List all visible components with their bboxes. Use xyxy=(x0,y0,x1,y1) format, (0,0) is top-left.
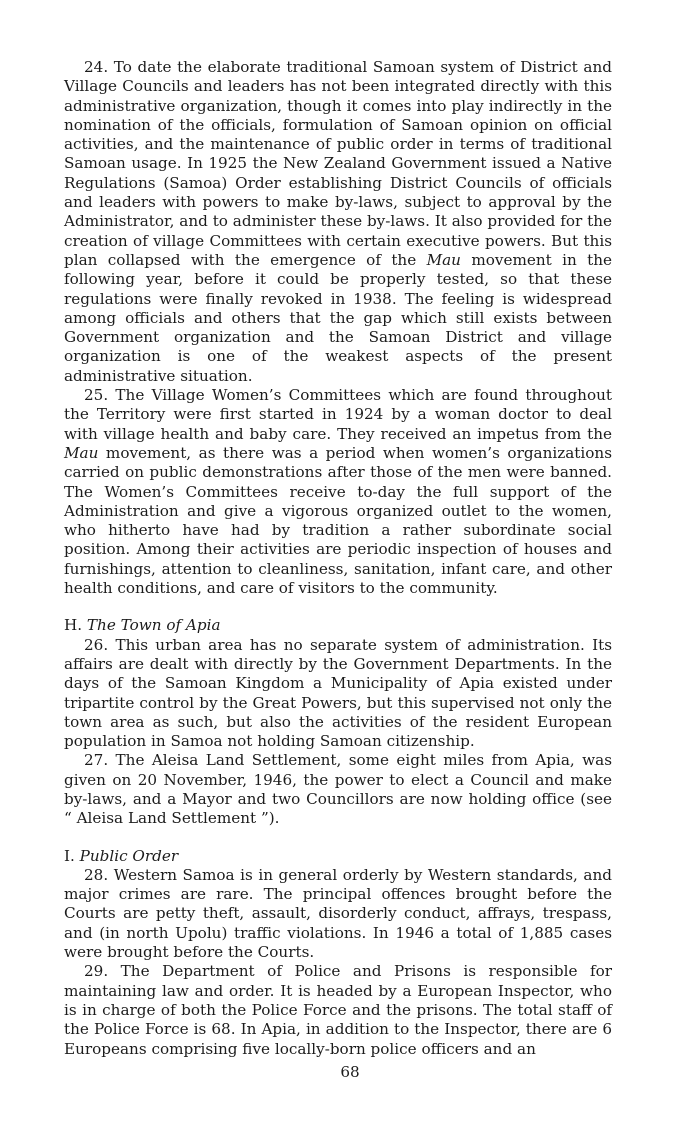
paragraph-25: 25. The Village Women’s Committees which are found throughout the Territory were first started in 1924 by a woman doctor to deal with village health and baby care. They received an impetus from the Mau movement, as there was a period when women’s organizations carried on public demonstrations after those of the men were banned. The Women’s Committees receive to-day the full support of the Administration and give a vigorous organized outlet to the women, who hitherto have had by tradition a rather subordinate social position. Among their activities are periodic inspection of houses and furnishings, attention to cleanliness, sanitation, infant care, and other health conditions, and care of visitors to the community. xyxy=(64,386,612,598)
italic-term-mau: Mau xyxy=(64,443,99,462)
section-title: The Town of Apia xyxy=(86,616,221,635)
paragraph-29: 29. The Department of Police and Prisons is responsible for maintaining law and order. It is headed by a European Inspector, who is in charge of both the Police Force and the prisons. The total staff of the Police Force is 68. In Apia, in addition to the Inspector, there are 6 Europeans comprising five locally-born police officers and an xyxy=(64,962,612,1058)
page-number: 68 xyxy=(340,1063,360,1081)
section-heading-i xyxy=(64,847,612,866)
paragraph-26: 26. This urban area has no separate system of administration. Its affairs are dealt with directly by the Government Departments. In the days of the Samoan Kingdom a Municipality of Apia existed under tripartite control by the Great Powers, but this supervised not only the town area as such, but also the activities of the resident European population in Samoa not holding Samoan citizenship. xyxy=(64,635,612,751)
paragraph-28: 28. Western Samoa is in general orderly by Western standards, and major crimes are rare. The principal offences brought before the Courts are petty theft, assault, disorderly conduct, affrays, trespass, and (in north Upolu) traffic violations. In 1946 a total of 1,885 cases were brought before the Courts. xyxy=(64,865,612,962)
section-title: Public Order xyxy=(79,846,179,865)
section-gap xyxy=(64,829,612,847)
section-letter: I. xyxy=(64,846,75,865)
section-letter: H. xyxy=(64,616,83,635)
paragraph-24: 24. To date the elaborate traditional Samoan system of District and Village Councils and leaders has not been integrated directly with this administrative organization, though it comes into play indirectly in the nomination of the officials, formulation of Samoan opinion on official activities, and the maintenance of public order in terms of traditional Samoan usage. In 1925 the New Zealand Government issued a Native Regulations (Samoa) Order establishing District Councils of officials and leaders with powers to make by-laws, subject to approval by the Administrator, and to administer these by-laws. It also provided for the creation of village Committees with certain executive powers. But this plan collapsed with the emergence of the Mau movement in the following year, before it could be properly tested, so that these regulations were finally revoked in 1938. The feeling is widespread among officials and others that the gap which still exists between Government organization and the Samoan District and village organization is one of the weakest aspects of the present administrative situation. xyxy=(64,58,612,385)
paragraph-27: 27. The Aleisa Land Settlement, some eight miles from Apia, was given on 20 November, 1946, the power to elect a Council and make by-laws, and a Mayor and two Councillors are now holding office (see “ Aleisa Land Settlement ”). xyxy=(64,751,612,828)
section-heading-h xyxy=(64,616,612,635)
document-page xyxy=(64,58,612,1059)
italic-term-mau: Mau xyxy=(426,250,461,269)
section-gap xyxy=(64,598,612,616)
